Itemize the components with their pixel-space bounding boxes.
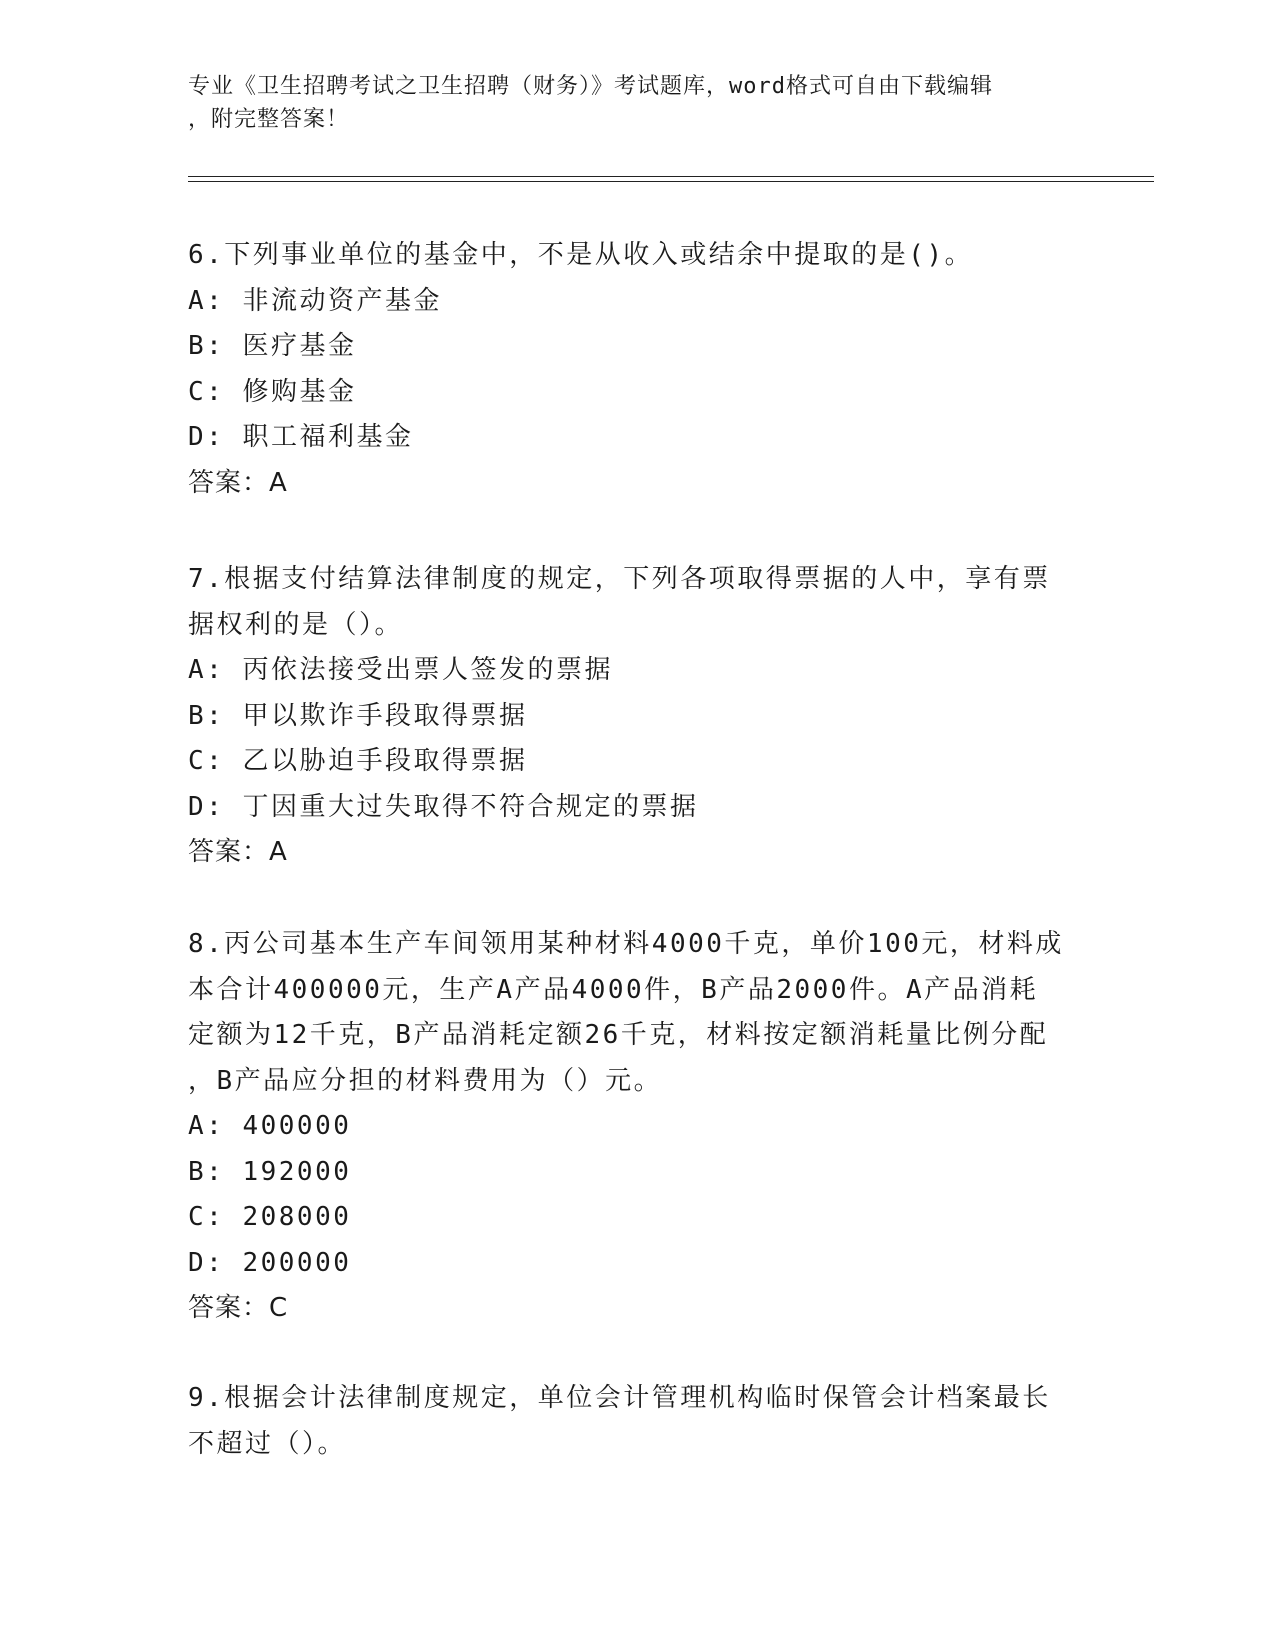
header-line-1: 专业《卫生招聘考试之卫生招聘（财务）》考试题库，word格式可自由下载编辑 [188,74,993,99]
header-divider-bottom [188,181,1154,182]
answer: 答案：A [188,837,288,867]
question-text-line: 定额为12千克，B产品消耗定额26千克，材料按定额消耗量比例分配 [188,1020,1049,1050]
question-text-line: 9.根据会计法律制度规定，单位会计管理机构临时保管会计档案最长 [188,1383,1051,1413]
document-header [188,70,1088,136]
header-divider-top [188,176,1154,177]
question-text-line: 6.下列事业单位的基金中，不是从收入或结余中提取的是()。 [188,240,974,270]
question-text-line: 8.丙公司基本生产车间领用某种材料4000千克，单价100元，材料成 [188,929,1064,959]
option-a: A: 400000 [188,1111,352,1141]
question-6 [188,233,1088,506]
question-text-line: 7.根据支付结算法律制度的规定，下列各项取得票据的人中，享有票 [188,564,1051,594]
option-a: A: 非流动资产基金 [188,285,442,316]
answer: 答案：C [188,1293,289,1323]
option-d: D: 职工福利基金 [188,422,414,452]
answer: 答案：A [188,467,288,498]
question-text-line: 本合计400000元，生产A产品4000件，B产品2000件。A产品消耗 [188,974,1039,1005]
question-8 [188,922,1088,1332]
option-b: B: 医疗基金 [188,331,357,361]
option-b: B: 192000 [188,1156,352,1187]
option-d: D: 200000 [188,1247,352,1278]
option-b: B: 甲以欺诈手段取得票据 [188,700,528,731]
question-7 [188,557,1088,876]
question-9 [188,1376,1088,1467]
header-line-2: ，附完整答案！ [188,107,350,132]
option-a: A: 丙依法接受出票人签发的票据 [188,655,613,685]
question-text-line: ，B产品应分担的材料费用为（）元。 [188,1065,663,1096]
option-c: C: 208000 [188,1202,352,1232]
option-c: C: 修购基金 [188,376,357,407]
question-text-line: 据权利的是（）。 [188,609,404,640]
question-text-line: 不超过（）。 [188,1428,347,1459]
option-c: C: 乙以胁迫手段取得票据 [188,746,528,776]
option-d: D: 丁因重大过失取得不符合规定的票据 [188,791,699,822]
